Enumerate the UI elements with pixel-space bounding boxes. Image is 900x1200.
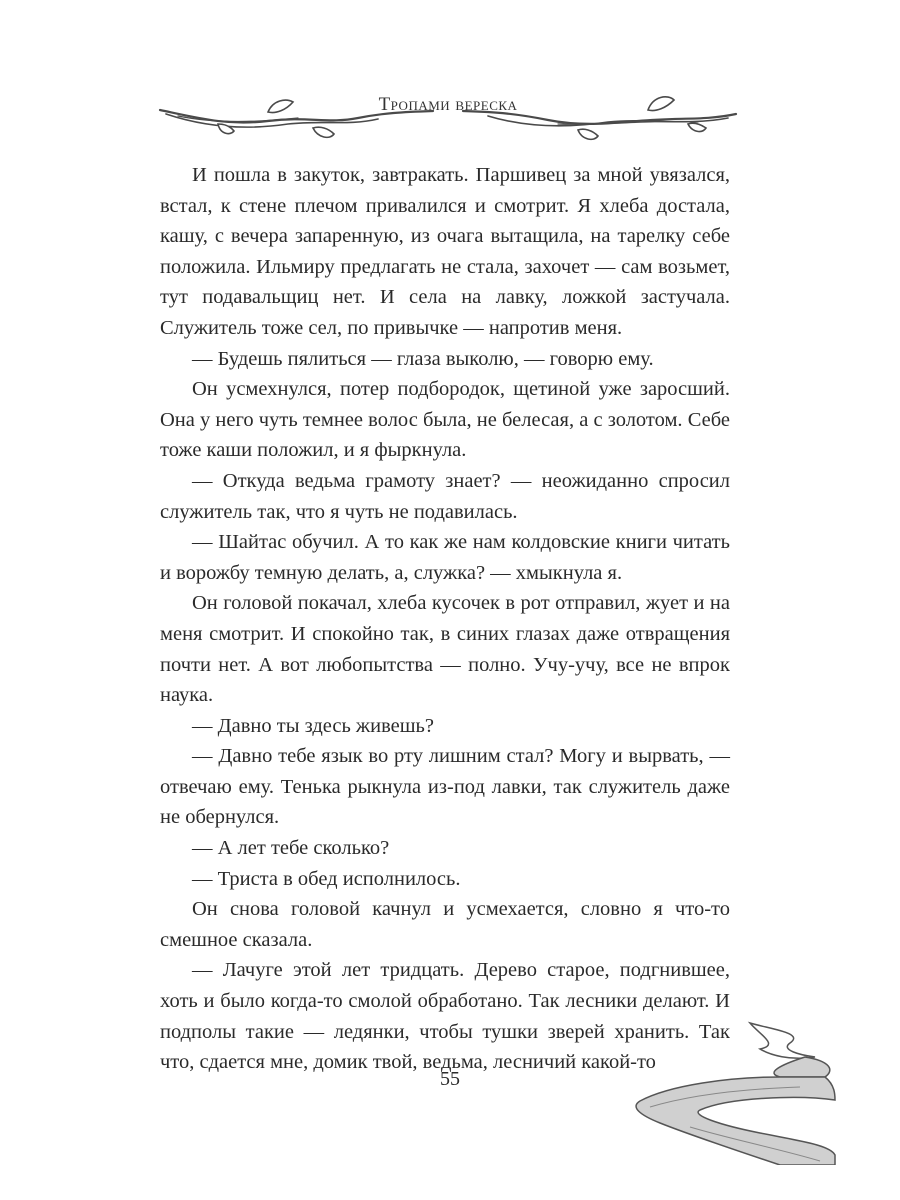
paragraph: Он усмехнулся, потер подбородок, щетиной уже заросший. Она у него чуть темнее волос была, не белесая, а с золотом. Себе тоже каши положил, и я фыркнула. [160,378,730,462]
paragraph: Он снова головой качнул и усмехается, словно я что-то смешное сказала. [160,898,730,951]
page-body [160,160,730,1078]
running-title: Тропами вереска [378,94,518,115]
river-illustration-icon [630,1015,840,1165]
paragraph: — Шайтас обучил. А то как же нам колдовские книги читать и ворожбу темную делать, а, служка? — хмыкнула я. [160,531,730,584]
paragraph: — Давно ты здесь живешь? [192,714,434,737]
paragraph: Он головой покачал, хлеба кусочек в рот отправил, жует и на меня смотрит. И спокойно так, в синих глазах даже отвращения почти нет. А вот любопытства — полно. Учу-учу, все не впрок наука. [160,592,730,707]
paragraph: — Лачуге этой лет тридцать. Дерево старое, подгнившее, хоть и было когда-то смолой обработано. Так лесники делают. И подполы такие — ледянки, чтобы тушки зверей хранить. Так что, сдается мне, домик твой, ведьма, лесничий какой-то [160,959,730,1074]
paragraph: — А лет тебе сколько? [192,837,390,860]
paragraph: — Давно тебе язык во рту лишним стал? Могу и вырвать, — отвечаю ему. Тенька рыкнула из-под лавки, так служитель даже не обернулся. [160,745,730,829]
paragraph: — Откуда ведьма грамоту знает? — неожиданно спросил служитель так, что я чуть не подавилась. [160,469,730,523]
page-number: 55 [440,1068,460,1090]
running-header [158,88,738,148]
paragraph: — Будешь пялиться — глаза выколю, — говорю ему. [192,347,654,370]
paragraph: — Триста в обед исполнилось. [192,867,461,890]
paragraph: И пошла в закуток, завтракать. Паршивец за мной увязался, встал, к стене плечом привалился и смотрит. Я хлеба достала, кашу, с вечера запаренную, из очага вытащила, на тарелку себе положила. Ильмиру предлагать не стала, захочет — сам возьмет, тут подавальщиц нет. И села на лавку, ложкой застучала. Служитель тоже сел, по привычке — напротив меня. [160,164,730,339]
